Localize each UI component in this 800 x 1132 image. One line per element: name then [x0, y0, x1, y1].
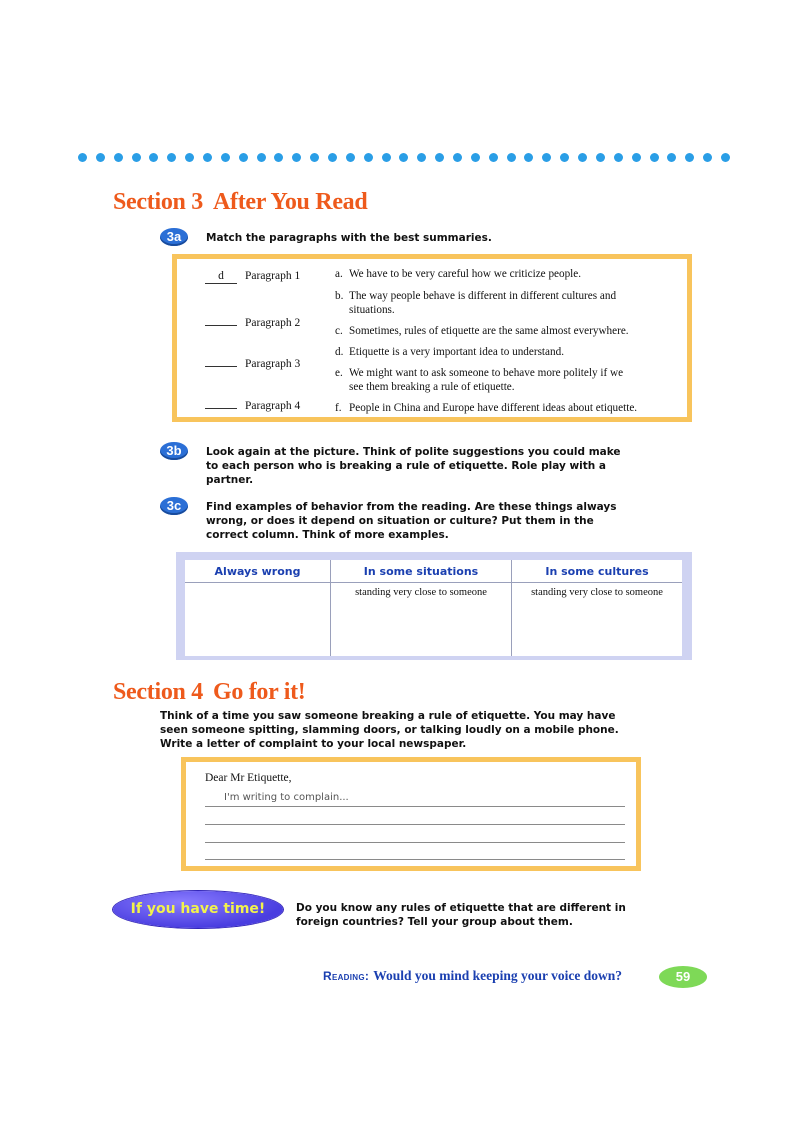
divider-dot [132, 153, 141, 162]
section-4-instruction: Think of a time you saw someone breaking a rule of etiquette. You may have seen someone spitting, slamming doors, or talking loudly on a mobile phone. Write a letter of complaint to your local newspaper. [160, 710, 619, 750]
column-header-some-cultures: In some cultures [545, 565, 649, 578]
exercise-3a-badge: 3a [160, 228, 188, 246]
paragraph-label-1: Paragraph 1 [245, 270, 301, 282]
summary-b: b. The way people behave is different in different cultures and situations. [335, 290, 617, 316]
answer-blank-2[interactable] [205, 312, 237, 326]
summary-e: e. We might want to ask someone to behave more politely if we see them breaking a rule of etiquette. [335, 367, 624, 393]
divider-dot [614, 153, 623, 162]
extra-instruction: Do you know any rules of etiquette that are different in foreign countries? Tell your group about them. [296, 902, 626, 928]
section-3-title: After You Read [212, 189, 368, 215]
writing-line[interactable] [205, 842, 625, 843]
dotted-divider [78, 150, 730, 164]
divider-dot [542, 153, 551, 162]
section-3-number: Section 3 [113, 189, 203, 215]
answer-blank-4[interactable] [205, 395, 237, 409]
paragraph-row-3 [205, 353, 300, 370]
divider-dot [78, 153, 87, 162]
if-you-have-time-badge: If you have time! [113, 891, 283, 928]
paragraph-label-2: Paragraph 2 [245, 317, 301, 329]
divider-dot [221, 153, 230, 162]
paragraph-row-2 [205, 312, 300, 329]
page-footer [323, 968, 622, 984]
divider-dot [524, 153, 533, 162]
divider-dot [203, 153, 212, 162]
writing-line[interactable] [205, 859, 625, 860]
writing-line[interactable] [205, 824, 625, 825]
writing-line[interactable] [205, 806, 625, 807]
divider-dot [703, 153, 712, 162]
footer-kicker: Reading: [323, 969, 370, 983]
divider-dot [346, 153, 355, 162]
exercise-3c-instruction: Find examples of behavior from the reading. Are these things always wrong, or does it depend on situation or culture? Put them in the correct column. Think of more examples. [206, 501, 617, 541]
letter-first-line[interactable]: I'm writing to complain... [224, 792, 349, 803]
divider-dot [667, 153, 676, 162]
paragraph-label-4: Paragraph 4 [245, 400, 301, 412]
divider-dot [167, 153, 176, 162]
divider-dot [489, 153, 498, 162]
divider-dot [721, 153, 730, 162]
divider-dot [650, 153, 659, 162]
divider-dot [364, 153, 373, 162]
paragraph-row-1 [205, 270, 300, 284]
divider-dot [578, 153, 587, 162]
divider-dot [310, 153, 319, 162]
divider-dot [417, 153, 426, 162]
column-divider [511, 560, 512, 656]
header-divider [185, 582, 682, 583]
letter-salutation: Dear Mr Etiquette, [205, 772, 292, 784]
divider-dot [292, 153, 301, 162]
divider-dot [685, 153, 694, 162]
divider-dot [96, 153, 105, 162]
table-cell-some-situations[interactable]: standing very close to someone [355, 587, 487, 598]
divider-dot [507, 153, 516, 162]
divider-dot [435, 153, 444, 162]
exercise-3b-badge: 3b [160, 442, 188, 460]
divider-dot [328, 153, 337, 162]
divider-dot [239, 153, 248, 162]
exercise-3b-instruction: Look again at the picture. Think of polite suggestions you could make to each person who is breaking a rule of etiquette. Role play with a partner. [206, 446, 621, 486]
summary-a: a. We have to be very careful how we criticize people. [335, 268, 582, 280]
exercise-3c-badge: 3c [160, 497, 188, 515]
divider-dot [257, 153, 266, 162]
divider-dot [149, 153, 158, 162]
summary-f: f. People in China and Europe have different ideas about etiquette. [335, 402, 638, 414]
divider-dot [453, 153, 462, 162]
column-header-always-wrong: Always wrong [214, 565, 301, 578]
divider-dot [596, 153, 605, 162]
table-cell-some-cultures[interactable]: standing very close to someone [531, 587, 663, 598]
column-divider [330, 560, 331, 656]
divider-dot [399, 153, 408, 162]
divider-dot [560, 153, 569, 162]
divider-dot [274, 153, 283, 162]
section-3-heading [113, 189, 367, 216]
divider-dot [632, 153, 641, 162]
paragraph-row-4 [205, 395, 300, 412]
section-4-number: Section 4 [113, 679, 203, 705]
divider-dot [471, 153, 480, 162]
column-header-some-situations: In some situations [363, 565, 479, 578]
exercise-3a-instruction: Match the paragraphs with the best summaries. [206, 232, 492, 244]
divider-dot [185, 153, 194, 162]
footer-title: Would you mind keeping your voice down? [373, 968, 622, 983]
summary-d: d. Etiquette is a very important idea to understand. [335, 346, 564, 358]
divider-dot [382, 153, 391, 162]
section-4-title: Go for it! [212, 679, 306, 705]
divider-dot [114, 153, 123, 162]
section-4-heading [113, 679, 306, 706]
page-number: 59 [659, 966, 707, 988]
summary-c: c. Sometimes, rules of etiquette are the same almost everywhere. [335, 325, 629, 337]
paragraph-label-3: Paragraph 3 [245, 358, 301, 370]
answer-blank-3[interactable] [205, 353, 237, 367]
answer-blank-1[interactable]: d [205, 270, 237, 284]
